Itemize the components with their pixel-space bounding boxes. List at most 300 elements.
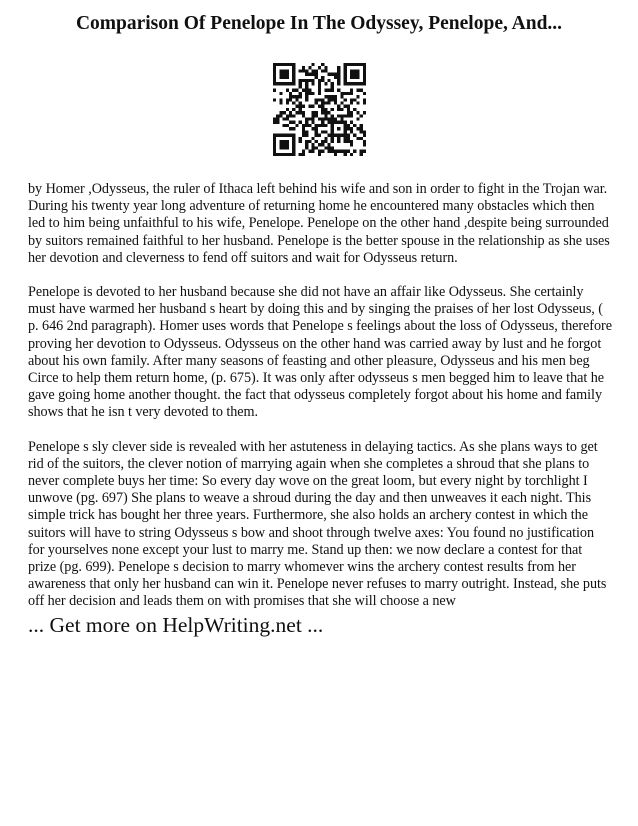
- qr-module: [283, 82, 286, 85]
- qr-module: [347, 124, 350, 127]
- qr-module: [273, 137, 276, 140]
- paragraph-2: Penelope is devoted to her husband because she did not have an affair like Odysseus. She certainly must have warmed her husband s heart by doing this and by singing the praises of her lost Odysseus, ( p. 646 2nd paragraph). Homer uses words that Penelope s feelings about the loss of Odysseus, therefore proving her devotion to Odysseus. Odysseus on the other hand was carried away by lust and he forgot about his own family. After many seasons of feasting and other pleasure, Odysseus and his men beg Circe to help them return home, (p. 675). It was only after odysseus s men begged him to leave that he gave going home another thought. the fact that odysseus completely forgot about his home and family shows that he isn t very devoted to them.: [28, 284, 612, 421]
- qr-module: [286, 143, 289, 146]
- document-body: [28, 181, 612, 628]
- qr-module: [292, 69, 295, 72]
- qr-module: [334, 95, 337, 98]
- qr-module: [273, 150, 276, 153]
- qr-module: [273, 134, 276, 137]
- qr-module: [305, 118, 308, 121]
- qr-module: [308, 79, 311, 82]
- qr-module: [350, 143, 353, 146]
- qr-module: [350, 153, 353, 156]
- qr-module: [286, 118, 289, 121]
- qr-module: [273, 98, 276, 101]
- qr-module: [324, 146, 327, 149]
- qr-module: [289, 95, 292, 98]
- qr-module: [292, 150, 295, 153]
- qr-module: [302, 105, 305, 108]
- qr-module: [344, 140, 347, 143]
- qr-module: [340, 118, 343, 121]
- qr-module: [305, 73, 308, 76]
- paragraph-1: by Homer ,Odysseus, the ruler of Ithaca left behind his wife and son in order to fight in the Trojan war. During his twenty year long adventure of returning home he encountered many obstacles which then led to him being unfaithful to his wife, Penelope. Penelope on the other hand ,despite being surrounded by suitors remained faithful to her husband. Penelope is the better spouse in the relationship as she uses her devotion and cleverness to fend off suitors and wait for Odysseus return.: [28, 181, 610, 266]
- qr-module: [315, 111, 318, 114]
- qr-module: [276, 153, 279, 156]
- qr-module: [305, 69, 308, 72]
- qr-module: [321, 124, 324, 127]
- qr-module: [292, 73, 295, 76]
- qr-module: [315, 146, 318, 149]
- qr-module: [299, 82, 302, 85]
- qr-module: [340, 114, 343, 117]
- qr-module: [337, 140, 340, 143]
- qr-module: [321, 101, 324, 104]
- qr-module: [283, 63, 286, 66]
- qr-module: [363, 143, 366, 146]
- qr-module: [363, 63, 366, 66]
- qr-module: [321, 98, 324, 101]
- qr-module: [344, 121, 347, 124]
- qr-module: [318, 153, 321, 156]
- qr-module: [283, 143, 286, 146]
- qr-module: [273, 146, 276, 149]
- qr-module: [331, 121, 334, 124]
- qr-module: [299, 95, 302, 98]
- qr-module: [292, 114, 295, 117]
- qr-module: [321, 143, 324, 146]
- qr-module: [276, 63, 279, 66]
- qr-module: [279, 134, 282, 137]
- qr-module: [324, 69, 327, 72]
- qr-module: [350, 114, 353, 117]
- qr-module: [292, 63, 295, 66]
- qr-module: [286, 101, 289, 104]
- qr-module: [340, 108, 343, 111]
- qr-module: [276, 114, 279, 117]
- qr-module: [321, 79, 324, 82]
- qr-module: [279, 101, 282, 104]
- qr-module: [360, 137, 363, 140]
- qr-module: [318, 66, 321, 69]
- qr-module: [305, 89, 308, 92]
- qr-module: [305, 124, 308, 127]
- qr-module: [328, 150, 331, 153]
- qr-module: [324, 66, 327, 69]
- qr-module: [273, 69, 276, 72]
- qr-module: [315, 130, 318, 133]
- qr-module: [302, 150, 305, 153]
- qr-module: [286, 124, 289, 127]
- qr-module: [344, 127, 347, 130]
- qr-module: [350, 69, 353, 72]
- qr-module: [305, 85, 308, 88]
- qr-module: [302, 79, 305, 82]
- qr-module: [292, 66, 295, 69]
- qr-module: [302, 114, 305, 117]
- qr-module: [305, 79, 308, 82]
- qr-module: [311, 111, 314, 114]
- qr-module: [331, 127, 334, 130]
- qr-module: [302, 89, 305, 92]
- qr-module: [347, 127, 350, 130]
- qr-module: [279, 146, 282, 149]
- qr-module: [305, 130, 308, 133]
- qr-module: [273, 73, 276, 76]
- qr-module: [360, 153, 363, 156]
- qr-module: [347, 114, 350, 117]
- qr-module: [347, 134, 350, 137]
- qr-module: [311, 79, 314, 82]
- qr-module: [353, 150, 356, 153]
- qr-module: [360, 124, 363, 127]
- qr-module: [321, 69, 324, 72]
- qr-module: [340, 150, 343, 153]
- qr-module: [292, 76, 295, 79]
- qr-module: [321, 111, 324, 114]
- qr-module: [299, 140, 302, 143]
- qr-module: [299, 85, 302, 88]
- qr-module: [328, 101, 331, 104]
- qr-module: [356, 63, 359, 66]
- qr-module: [305, 146, 308, 149]
- qr-module: [299, 105, 302, 108]
- qr-module: [337, 105, 340, 108]
- qr-module: [324, 140, 327, 143]
- qr-module: [344, 150, 347, 153]
- qr-module: [356, 101, 359, 104]
- qr-module: [363, 69, 366, 72]
- qr-module: [344, 92, 347, 95]
- qr-module: [305, 134, 308, 137]
- qr-module: [273, 63, 276, 66]
- qr-module: [344, 98, 347, 101]
- qr-module: [273, 76, 276, 79]
- get-more-link[interactable]: ... Get more on HelpWriting.net ...: [28, 613, 324, 637]
- qr-module: [321, 105, 324, 108]
- qr-module: [356, 82, 359, 85]
- qr-module: [363, 101, 366, 104]
- qr-module: [324, 114, 327, 117]
- qr-module: [279, 69, 282, 72]
- qr-module: [331, 140, 334, 143]
- qr-module: [279, 76, 282, 79]
- qr-module: [289, 134, 292, 137]
- qr-module: [311, 82, 314, 85]
- qr-module: [344, 63, 347, 66]
- qr-module: [331, 134, 334, 137]
- qr-module: [286, 89, 289, 92]
- qr-module: [321, 76, 324, 79]
- qr-module: [334, 153, 337, 156]
- qr-module: [276, 118, 279, 121]
- qr-module: [356, 73, 359, 76]
- qr-module: [302, 127, 305, 130]
- qr-module: [273, 82, 276, 85]
- qr-module: [363, 140, 366, 143]
- qr-module: [292, 89, 295, 92]
- qr-module: [292, 143, 295, 146]
- qr-module: [360, 89, 363, 92]
- qr-module: [321, 118, 324, 121]
- qr-module: [331, 108, 334, 111]
- qr-module: [344, 69, 347, 72]
- qr-module: [318, 79, 321, 82]
- qr-module: [311, 121, 314, 124]
- qr-module: [340, 95, 343, 98]
- qr-module: [299, 121, 302, 124]
- qr-module: [308, 124, 311, 127]
- qr-module: [334, 118, 337, 121]
- qr-module: [324, 130, 327, 133]
- qr-module: [337, 76, 340, 79]
- qr-module: [276, 134, 279, 137]
- qr-module: [305, 98, 308, 101]
- qr-module: [283, 140, 286, 143]
- qr-module: [328, 111, 331, 114]
- qr-module: [279, 153, 282, 156]
- qr-module: [337, 137, 340, 140]
- qr-module: [347, 105, 350, 108]
- qr-module: [292, 121, 295, 124]
- qr-module: [328, 95, 331, 98]
- qr-module: [299, 69, 302, 72]
- qr-module: [283, 146, 286, 149]
- qr-module: [350, 140, 353, 143]
- qr-module: [315, 114, 318, 117]
- qr-module: [344, 137, 347, 140]
- qr-module: [279, 92, 282, 95]
- qr-module: [353, 98, 356, 101]
- qr-module: [353, 69, 356, 72]
- qr-module: [305, 92, 308, 95]
- qr-module: [283, 153, 286, 156]
- qr-module: [292, 134, 295, 137]
- qr-module: [302, 153, 305, 156]
- qr-module: [311, 114, 314, 117]
- qr-module: [328, 118, 331, 121]
- qr-module: [279, 111, 282, 114]
- qr-module: [328, 98, 331, 101]
- qr-module: [347, 63, 350, 66]
- qr-module: [276, 82, 279, 85]
- qr-module: [353, 63, 356, 66]
- qr-module: [273, 143, 276, 146]
- qr-module: [292, 79, 295, 82]
- qr-module: [283, 118, 286, 121]
- qr-module: [334, 121, 337, 124]
- qr-module: [321, 150, 324, 153]
- qr-module: [295, 124, 298, 127]
- qr-module: [356, 137, 359, 140]
- qr-module: [360, 114, 363, 117]
- qr-module: [344, 114, 347, 117]
- qr-module: [331, 114, 334, 117]
- paragraph-3: Penelope s sly clever side is revealed with her astuteness in delaying tactics. As she plans ways to get rid of the suitors, the clever notion of marrying again when she completes a shroud that she plans to never complete buys her time: So every day wove on the great loom, but every night by torchlight I unwove (pg. 697) She plans to weave a shroud during the day and then unweaves it each night. This simple trick has bought her three years. Furthermore, she also holds an archery contest in which the suitors will have to string Odysseus s bow and shoot through twelve axes: You found no justification for yourselves none except your lust to marry me. Stand up then: we now declare a contest for that prize (pg. 699). Penelope s decision to marry whomever wins the archery contest results from her awareness that only her husband can win it. Penelope never refuses to marry outright. Instead, she puts off her decision and leads them on with promises that she will choose a new: [28, 438, 607, 610]
- qr-module: [334, 101, 337, 104]
- qr-module: [350, 76, 353, 79]
- qr-module: [360, 150, 363, 153]
- qr-module: [302, 124, 305, 127]
- qr-module: [295, 89, 298, 92]
- qr-module: [279, 63, 282, 66]
- qr-module: [334, 76, 337, 79]
- qr-module: [337, 66, 340, 69]
- qr-module: [356, 127, 359, 130]
- qr-module: [324, 137, 327, 140]
- qr-module: [315, 73, 318, 76]
- qr-module: [273, 121, 276, 124]
- qr-module: [337, 79, 340, 82]
- qr-module: [331, 118, 334, 121]
- qr-module: [334, 98, 337, 101]
- qr-module: [302, 130, 305, 133]
- qr-module: [331, 73, 334, 76]
- qr-module: [283, 134, 286, 137]
- qr-module: [295, 95, 298, 98]
- qr-module: [308, 105, 311, 108]
- qr-module: [308, 140, 311, 143]
- qr-module: [324, 124, 327, 127]
- qr-module: [347, 150, 350, 153]
- qr-module: [286, 82, 289, 85]
- qr-module: [350, 92, 353, 95]
- qr-module: [315, 127, 318, 130]
- qr-module: [344, 153, 347, 156]
- qr-module: [289, 111, 292, 114]
- qr-module: [340, 92, 343, 95]
- qr-module: [286, 153, 289, 156]
- qr-module: [337, 127, 340, 130]
- qr-module: [318, 118, 321, 121]
- qr-module: [289, 92, 292, 95]
- qr-module: [337, 114, 340, 117]
- qr-module: [315, 76, 318, 79]
- qr-module: [331, 82, 334, 85]
- qr-module: [324, 108, 327, 111]
- qr-module: [315, 134, 318, 137]
- qr-module: [363, 66, 366, 69]
- qr-module: [279, 82, 282, 85]
- qr-module: [311, 69, 314, 72]
- qr-module: [283, 76, 286, 79]
- qr-module: [311, 150, 314, 153]
- qr-module: [283, 73, 286, 76]
- qr-module: [292, 95, 295, 98]
- qr-module: [292, 146, 295, 149]
- qr-module: [363, 150, 366, 153]
- qr-module: [302, 69, 305, 72]
- qr-module: [273, 153, 276, 156]
- qr-module: [311, 127, 314, 130]
- qr-module: [286, 98, 289, 101]
- qr-module: [286, 140, 289, 143]
- qr-module: [363, 82, 366, 85]
- qr-module: [276, 121, 279, 124]
- qr-module: [328, 143, 331, 146]
- qr-module: [350, 130, 353, 133]
- qr-module: [286, 63, 289, 66]
- qr-module: [292, 153, 295, 156]
- qr-module: [331, 146, 334, 149]
- qr-module: [279, 98, 282, 101]
- qr-module: [286, 114, 289, 117]
- qr-module: [337, 121, 340, 124]
- qr-module: [344, 73, 347, 76]
- qr-module: [299, 111, 302, 114]
- qr-module: [344, 66, 347, 69]
- qr-module: [299, 153, 302, 156]
- qr-module: [315, 140, 318, 143]
- qr-module: [347, 92, 350, 95]
- qr-module: [344, 76, 347, 79]
- qr-module: [305, 82, 308, 85]
- qr-module: [328, 73, 331, 76]
- qr-module: [273, 79, 276, 82]
- qr-module: [295, 98, 298, 101]
- qr-module: [328, 146, 331, 149]
- qr-module: [360, 127, 363, 130]
- qr-module: [356, 111, 359, 114]
- qr-module: [347, 111, 350, 114]
- qr-module: [318, 134, 321, 137]
- qr-module: [334, 134, 337, 137]
- qr-module: [331, 124, 334, 127]
- qr-module: [302, 66, 305, 69]
- qr-module: [344, 82, 347, 85]
- qr-module: [292, 127, 295, 130]
- qr-module: [353, 76, 356, 79]
- qr-module: [318, 105, 321, 108]
- qr-module: [340, 121, 343, 124]
- qr-module: [315, 124, 318, 127]
- qr-module: [344, 124, 347, 127]
- qr-module: [321, 130, 324, 133]
- qr-module: [356, 95, 359, 98]
- qr-module: [295, 105, 298, 108]
- qr-module: [286, 69, 289, 72]
- qr-module: [315, 98, 318, 101]
- qr-module: [356, 69, 359, 72]
- qr-module: [324, 89, 327, 92]
- qr-module: [311, 137, 314, 140]
- qr-module: [337, 82, 340, 85]
- qr-code-icon: [273, 63, 366, 156]
- qr-module: [321, 140, 324, 143]
- qr-module: [289, 98, 292, 101]
- qr-module: [283, 69, 286, 72]
- qr-module: [318, 92, 321, 95]
- qr-module: [328, 121, 331, 124]
- qr-module: [331, 98, 334, 101]
- qr-module: [360, 82, 363, 85]
- qr-module: [308, 89, 311, 92]
- qr-module: [311, 105, 314, 108]
- qr-module: [344, 134, 347, 137]
- document-title: Comparison Of Penelope In The Odyssey, Penelope, And...: [75, 13, 563, 34]
- qr-module: [283, 111, 286, 114]
- qr-module: [286, 73, 289, 76]
- qr-module: [318, 98, 321, 101]
- qr-module: [283, 124, 286, 127]
- qr-module: [292, 82, 295, 85]
- qr-module: [321, 63, 324, 66]
- qr-module: [318, 124, 321, 127]
- qr-module: [331, 150, 334, 153]
- qr-module: [334, 73, 337, 76]
- qr-module: [279, 143, 282, 146]
- qr-module: [353, 73, 356, 76]
- qr-module: [292, 108, 295, 111]
